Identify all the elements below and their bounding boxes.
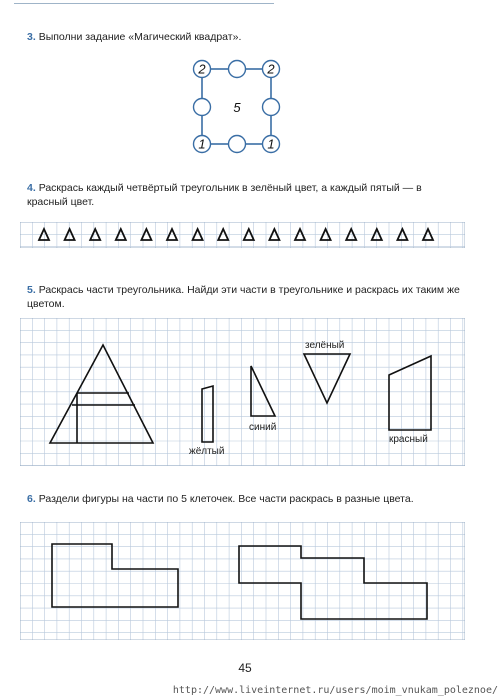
label-blue: синий <box>249 422 277 433</box>
piece-yellow[interactable] <box>202 386 213 442</box>
task-5-text <box>27 283 467 297</box>
task-6-text <box>27 492 477 506</box>
task-3-number: 3. <box>27 31 36 43</box>
grid-border <box>20 222 465 248</box>
task-4-text <box>27 181 467 195</box>
task-6-instruction: Раздели фигуры на части по 5 клеточек. Все части раскрась в разные цвета. <box>38 493 414 505</box>
label-green: зелёный <box>305 340 345 351</box>
task-5-number: 5. <box>27 284 36 296</box>
triangle-parts-grid <box>20 318 465 466</box>
grid-border <box>20 522 465 640</box>
magic-value-bottom-right: 1 <box>267 136 275 152</box>
triangle-row-grid <box>20 222 465 248</box>
task-4-text-line-2: красный цвет. <box>27 196 95 208</box>
task-4-number: 4. <box>27 182 36 194</box>
piece-green[interactable] <box>304 354 350 403</box>
label-red: красный <box>389 434 428 445</box>
task-6-number: 6. <box>27 493 36 505</box>
page-number: 45 <box>238 661 252 675</box>
magic-value-top-left: 2 <box>198 61 206 77</box>
top-rule <box>14 3 274 4</box>
big-triangle[interactable] <box>50 345 153 443</box>
magic-cell-bottom-middle[interactable] <box>229 136 246 153</box>
magic-value-bottom-left: 1 <box>198 136 206 152</box>
magic-square <box>180 55 295 160</box>
magic-cell-middle-left[interactable] <box>194 99 211 116</box>
figures-grid <box>20 522 465 640</box>
footer-url: http://www.liveinternet.ru/users/moim_vnukam_poleznoe/ <box>172 685 498 696</box>
task-3-instruction: Выполни задание «Магический квадрат». <box>38 31 242 43</box>
task-5-instruction: Раскрась части треугольника. Найди эти части в треугольнике и раскрась их таким же <box>38 284 460 296</box>
task-5-text-line-2: цветом. <box>27 298 65 310</box>
label-yellow: жёлтый <box>189 446 225 457</box>
magic-center-number: 5 <box>233 100 241 115</box>
magic-cell-top-middle[interactable] <box>229 61 246 78</box>
magic-cell-middle-right[interactable] <box>263 99 280 116</box>
task-4-instruction: Раскрась каждый четвёртый треугольник в зелёный цвет, а каждый пятый — в <box>38 182 422 194</box>
figure-left[interactable] <box>52 544 178 607</box>
magic-value-top-right: 2 <box>267 61 275 77</box>
task-3-text <box>27 30 241 44</box>
piece-blue[interactable] <box>251 366 275 416</box>
